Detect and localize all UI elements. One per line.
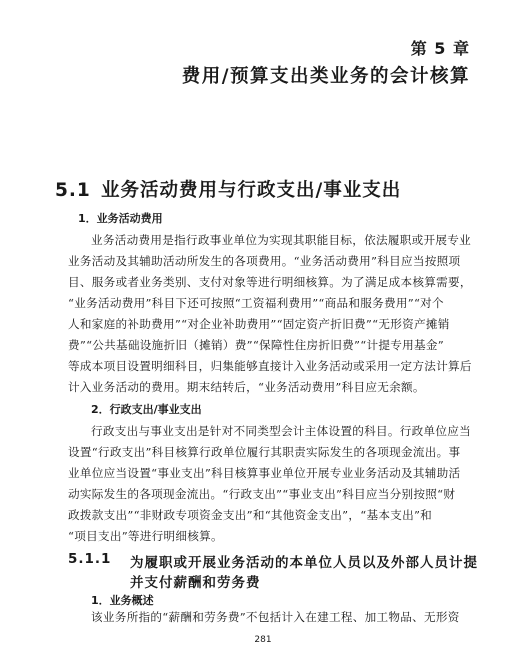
chapter-title: 费用/预算支出类业务的会计核算 <box>181 66 470 87</box>
paragraph-line: 计入业务活动的费用。期末结转后，“业务活动费用”科目应无余额。 <box>68 380 425 394</box>
subsection-title-line2: 并支付薪酬和劳务费 <box>130 575 261 591</box>
paragraph-line: 人和家庭的补助费用”“对企业补助费用”“固定资产折旧费”“无形资产摊销 <box>68 317 450 331</box>
paragraph-line: 等成本项目设置明细科目，归集能够直接计入业务活动或采用一定方法计算后 <box>68 359 472 373</box>
paragraph-line: 目、服务或者业务类别、支付对象等进行明细核算。为了满足成本核算需要， <box>68 275 472 289</box>
part1-heading: 1．业务活动费用 <box>78 212 163 225</box>
section-number: 5.1 <box>55 180 91 201</box>
paragraph-line: “业务活动费用”科目下还可按照“工资福利费用”“商品和服务费用”“对个 <box>68 296 444 310</box>
paragraph-line: 设置“行政支出”科目核算行政单位履行其职责实际发生的各项现金流出。事 <box>68 445 461 459</box>
paragraph-line: 业单位应当设置“事业支出”科目核算事业单位开展专业业务活动及其辅助活 <box>68 466 461 480</box>
page-number: 281 <box>254 635 272 645</box>
subsection-title-line1: 为履职或开展业务活动的本单位人员以及外部人员计提 <box>130 555 478 571</box>
part3-heading: 1．业务概述 <box>91 594 154 607</box>
section-heading <box>55 176 401 202</box>
paragraph-line: 该业务所指的“薪酬和劳务费”不包括计入在建工程、加工物品、无形资 <box>91 610 460 624</box>
subsection-number: 5.1.1 <box>68 551 112 567</box>
paragraph-line: 费”“公共基础设施折旧（摊销）费”“保障性住房折旧费”“计提专用基金” <box>68 338 444 352</box>
paragraph-line: 业务活动及其辅助活动所发生的各项费用。“业务活动费用”科目应当按照项 <box>68 254 461 268</box>
paragraph-line: “项目支出”等进行明细核算。 <box>68 529 223 543</box>
paragraph-line: 政拨款支出”“非财政专项资金支出”和“其他资金支出”，“基本支出”和 <box>68 508 433 522</box>
section-title: 业务活动费用与行政支出/事业支出 <box>101 180 402 201</box>
part2-heading: 2．行政支出/事业支出 <box>91 403 202 416</box>
paragraph-line: 动实际发生的各项现金流出。“行政支出”“事业支出”科目应当分别按照“财 <box>68 487 456 501</box>
paragraph-line: 行政支出与事业支出是针对不同类型会计主体设置的科目。行政单位应当 <box>91 424 471 438</box>
paragraph-line: 业务活动费用是指行政事业单位为实现其职能目标，依法履职或开展专业 <box>91 233 471 247</box>
chapter-number: 第 5 章 <box>410 39 470 58</box>
